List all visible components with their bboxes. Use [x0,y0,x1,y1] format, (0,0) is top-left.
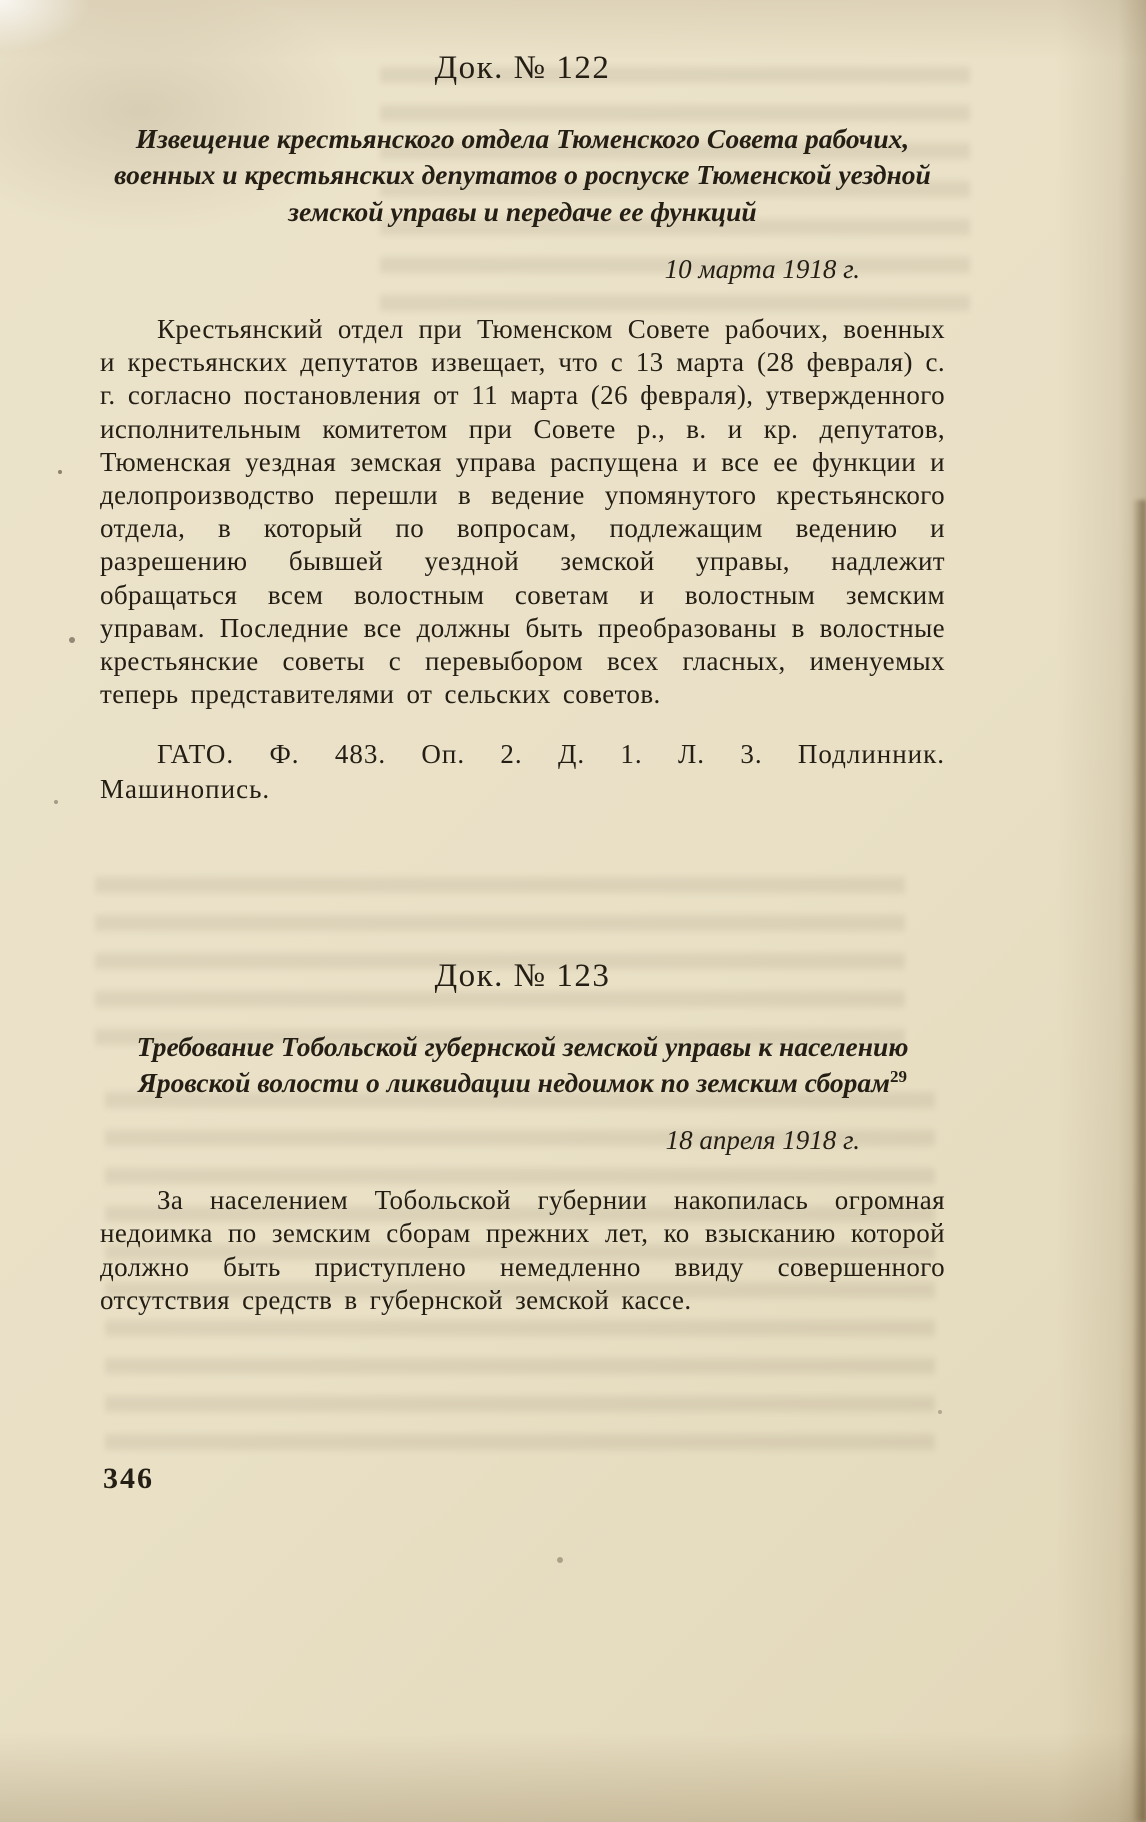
doc-title-text: Требование Тобольской губернской земской управы к населению Яровской волости о ликвидации недоимок по земским сборам [136,1030,909,1098]
doc-date: 10 марта 1918 г. [664,253,860,284]
page-number: 346 [103,1462,154,1495]
doc-title: Извещение крестьянского отдела Тюменского Совета рабочих, военных и крестьянских депутатов о роспуске Тюменской уездной земской управы и передаче ее функций [114,123,931,227]
document-122 [100,50,945,808]
page-edge-shadow [1132,500,1146,1822]
archival-reference: ГАТО. Ф. 483. Оп. 2. Д. 1. Л. 3. Подлинник. Машинопись. [100,739,945,805]
doc-body-text: За населением Тобольской губернии накопилась огромная недоимка по земским сборам прежних лет, ко взысканию которой должно быть приступлено немедленно ввиду совершенного отсутствия средств в губернской земской кассе. [100,1185,945,1315]
doc-date: 18 апреля 1918 г. [665,1125,860,1156]
doc-number-heading: Док. № 123 [434,957,611,994]
page-content [100,0,945,1317]
document-123 [100,958,945,1317]
footnote-marker: 29 [890,1066,908,1086]
doc-title [100,1029,945,1102]
doc-number-heading: Док. № 122 [434,50,611,86]
doc-body-text: Крестьянский отдел при Тюменском Совете рабочих, военных и крестьянских депутатов извещает, что с 13 марта (28 февраля) с. г. согласно постановления от 11 марта (26 февраля), утвержденного исполнительным комитетом при Совете р., в. и кр. депутатов, Тюменская уездная земская управа распущена и все ее функции и делопроизводство перешли в ведение упомянутого крестьянского отдела, в который по вопросам, подлежащим ведению и разрешению бывшей уездной земской управы, надлежит обращаться всем волостным советам и волостным земским управам. Последние все должны быть преобразованы в волостные крестьянские советы с перевыбором всех гласных, именуемых теперь представителями от сельских советов. [100,313,945,710]
paper-specks [58,470,62,474]
